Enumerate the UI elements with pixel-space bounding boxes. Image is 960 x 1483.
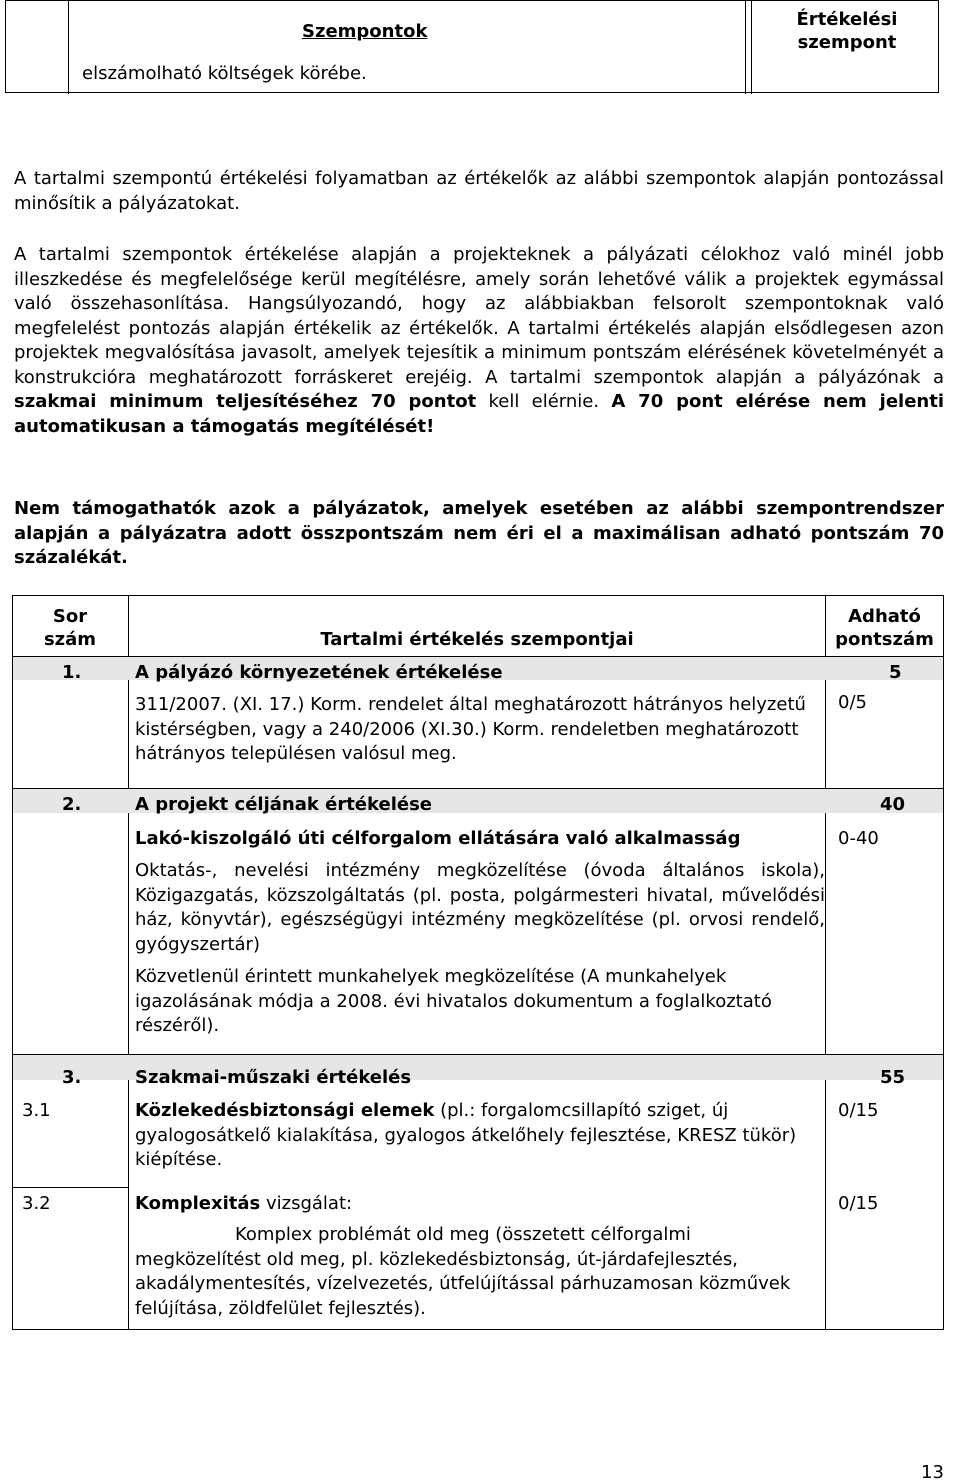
- table-border: [12, 595, 13, 1330]
- table-column-line: [128, 595, 129, 1330]
- item-3-1-points: 0/15: [838, 1100, 879, 1121]
- section-1-title: A pályázó környezetének értékelése: [135, 662, 503, 683]
- section-1-points: 5: [889, 662, 902, 683]
- table-column-line: [825, 813, 826, 1054]
- evaluation-text-2: kell elérnie.: [476, 391, 612, 412]
- item-3-1-number: 3.1: [22, 1100, 51, 1121]
- section-2-title: A projekt céljának értékelése: [135, 794, 432, 815]
- item-3-2-points: 0/15: [838, 1193, 879, 1214]
- section-2-points: 40: [880, 794, 906, 815]
- item-3-1-title: Közlekedésbiztonsági elemek: [135, 1100, 435, 1121]
- section-2-number: 2.: [62, 794, 82, 815]
- top-table-row-text: elszámolható költségek körébe.: [82, 63, 367, 84]
- item-3-2-label: vizsgálat:: [260, 1193, 353, 1214]
- section-1-item-text: 311/2007. (XI. 17.) Korm. rendelet által meghatározott hátrányos helyzetű kistérségben, vagy a 240/2006 (XI.30.) Korm. rendeletben meghatározott hátrányos településen valósul meg.: [135, 694, 806, 764]
- top-table-header-evaluation-line2: szempont: [797, 32, 897, 53]
- section-3-title: Szakmai-műszaki értékelés: [135, 1067, 412, 1088]
- top-table-header-evaluation-line1: Értékelési: [796, 9, 898, 30]
- section-2-item-title: Lakó-kiszolgáló úti célforgalom ellátására való alkalmasság: [135, 828, 741, 849]
- top-table-divider: [751, 1, 752, 94]
- evaluation-text-1: A tartalmi szempontok értékelése alapján a projekteknek a pályázati célokhoz való minél jobb illeszkedése és megfelelősége kerül megítélésre, amely során lehetővé válik a projektek egymással való összehasonlítása. Hangsúlyozandó, hogy az alábbiakban felsorolt szempontoknak való megfelelést pontozás alapján értékelik az értékelők. A tartalmi értékelés alapján elsődlegesen azon projektek megvalósítása javasolt, amelyek tejesítik a minimum pontszám elérésének követelményét a konstrukcióra meghatározott forráskeret erejéig. A tartalmi szempontok alapján a pályázónak a: [14, 244, 944, 388]
- intro-paragraph: A tartalmi szempontú értékelési folyamatban az értékelők az alábbi szempontok alapján pontozással minősítik a pályázatokat.: [14, 168, 944, 214]
- section-1-item-points: 0/5: [838, 692, 867, 713]
- item-3-2-heading: [135, 1193, 352, 1214]
- top-table-header-evaluation: [754, 8, 940, 54]
- evaluation-paragraph: [14, 243, 944, 439]
- header-points: [826, 605, 943, 651]
- header-row-number-line2: szám: [43, 629, 97, 650]
- top-table-divider: [745, 1, 746, 94]
- table-column-line: [825, 1080, 826, 1330]
- section-2-item-description-1: Oktatás-, nevelési intézmény megközelítése (óvoda általános iskola), Közigazgatás, közszolgáltatás (pl. posta, polgármesteri hivatal, művelődési ház, könyvtár), egészségügyi intézmény megközelítése (pl. orvosi rendelő, gyógyszertár): [135, 860, 825, 955]
- header-criteria: Tartalmi értékelés szempontjai: [320, 629, 634, 650]
- item-3-1-description: (pl.: forgalomcsillapító sziget, új gyalogosátkelő kialakítása, gyalogos átkelőhely fejlesztése, KRESZ tükör) kiépítése.: [135, 1100, 797, 1170]
- item-3-2-number: 3.2: [22, 1193, 51, 1214]
- top-table-header-criteria: Szempontok: [302, 21, 428, 42]
- evaluation-bold-1: szakmai minimum teljesítéséhez 70 pontot: [14, 391, 477, 412]
- rejection-paragraph: Nem támogathatók azok a pályázatok, amelyek esetében az alábbi szempontrendszer alapján a pályázatra adott összpontszám nem éri el a maximálisan adható pontszám 70 százalékát.: [14, 498, 944, 568]
- section-3-points: 55: [880, 1067, 906, 1088]
- table-border: [943, 595, 944, 1330]
- criteria-table: [12, 595, 944, 1330]
- table-row-line: [12, 1187, 128, 1188]
- header-row-number: [12, 605, 128, 651]
- section-1-number: 1.: [62, 662, 82, 683]
- header-points-line2: pontszám: [835, 629, 934, 650]
- top-table: [5, 0, 939, 93]
- section-2-item-points: 0-40: [838, 828, 879, 849]
- table-border: [12, 595, 944, 596]
- header-row-number-line1: Sor: [52, 606, 88, 627]
- table-border: [12, 1329, 944, 1330]
- page-number: 13: [921, 1462, 944, 1483]
- header-points-line1: Adható: [848, 606, 921, 627]
- section-3-number: 3.: [62, 1067, 82, 1088]
- item-3-2-description: Komplex problémát old meg (összetett célforgalmi megközelítést old meg, pl. közlekedésbiztonság, út-járdafejlesztés, akadálymentesítés, vízelvezetés, útfelújítással párhuzamosan közművek felújítása, zöldfelület fejlesztés).: [135, 1224, 791, 1319]
- table-column-line: [825, 680, 826, 788]
- item-3-2-title: Komplexitás: [135, 1193, 261, 1214]
- top-table-divider: [68, 1, 69, 94]
- section-2-item-description-2: Közvetlenül érintett munkahelyek megközelítése (A munkahelyek igazolásának módja a 2008. évi hivatalos dokumentum a foglalkoztató részéről).: [135, 966, 772, 1036]
- item-3-1-text: [135, 1099, 817, 1173]
- evaluation-bold-2: A 70 pont elérése nem jelenti automatikusan a támogatás megítélését!: [14, 391, 945, 437]
